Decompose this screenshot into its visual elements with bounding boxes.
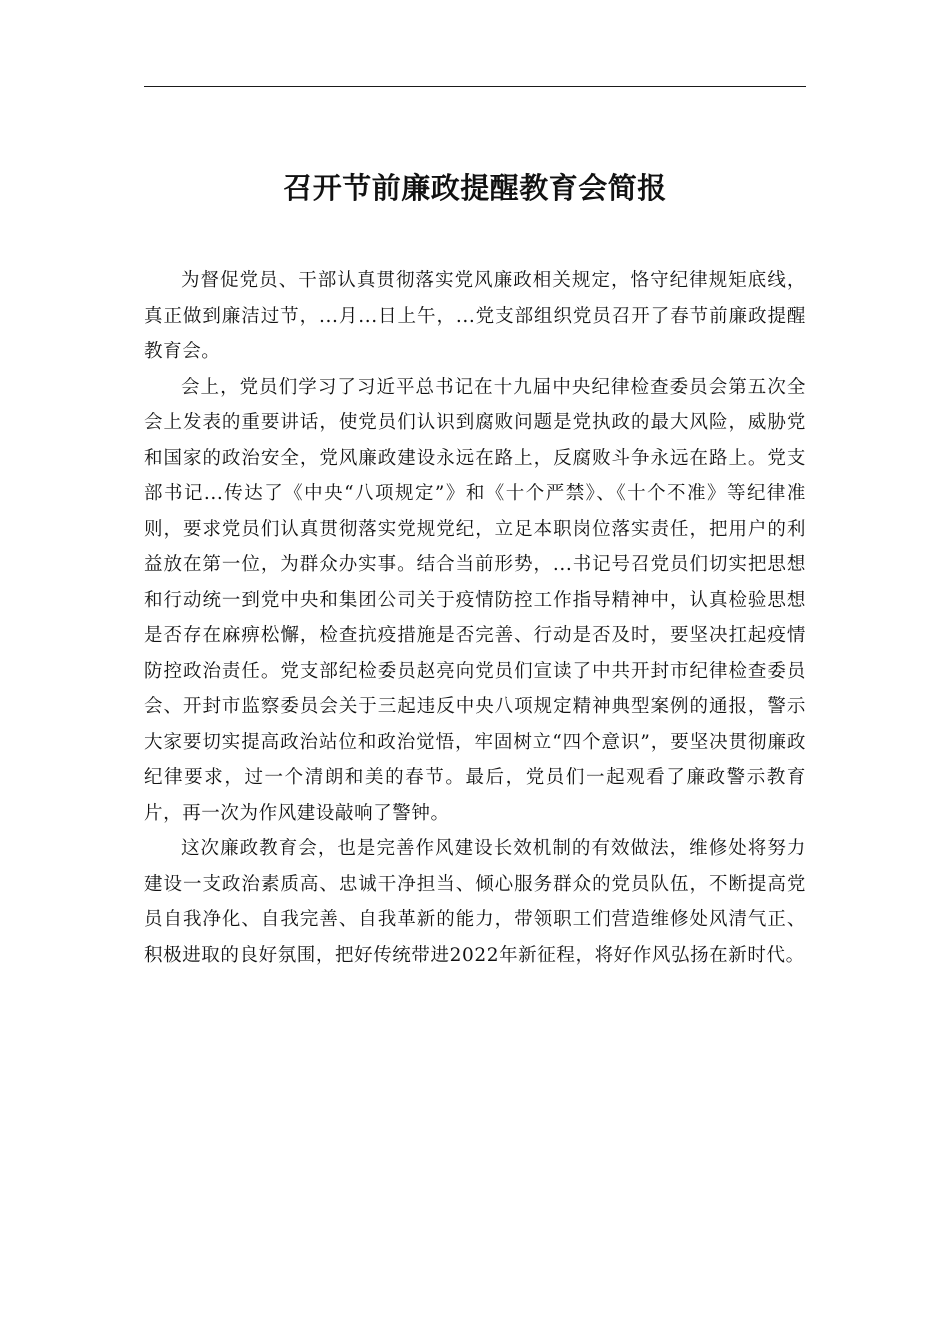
document-title: 召开节前廉政提醒教育会简报 [283,171,667,205]
document-body [144,263,806,973]
header-rule [144,86,806,87]
paragraph-intro: 为督促党员、干部认真贯彻落实党风廉政相关规定，恪守纪律规矩底线，真正做到廉洁过节，...月...日上午，...党支部组织党员召开了春节前廉政提醒教育会。 [144,270,806,362]
paragraph-conclusion: 这次廉政教育会，也是完善作风建设长效机制的有效做法，维修处将努力建设一支政治素质高、忠诚干净担当、倾心服务群众的党员队伍，不断提高党员自我净化、自我完善、自我革新的能力，带领职工们营造维修处风清气正、积极进取的良好氛围，把好传统带进2022年新征程，将好作风弘扬在新时代。 [144,838,806,966]
paragraph-meeting-content: 会上，党员们学习了习近平总书记在十九届中央纪律检查委员会第五次全会上发表的重要讲话，使党员们认识到腐败问题是党执政的最大风险，威胁党和国家的政治安全，党风廉政建设永远在路上，反腐败斗争永远在路上。党支部书记...传达了《中央“八项规定”》和《十个严禁》、《十个不准》等纪律准则，要求党员们认真贯彻落实党规党纪，立足本职岗位落实责任，把用户的利益放在第一位，为群众办实事。结合当前形势，...书记号召党员们切实把思想和行动统一到党中央和集团公司关于疫情防控工作指导精神中，认真检验思想是否存在麻痹松懈，检查抗疫措施是否完善、行动是否及时，要坚决扛起疫情防控政治责任。党支部纪检委员赵亮向党员们宣读了中共开封市纪律检查委员会、开封市监察委员会关于三起违反中央八项规定精神典型案例的通报，警示大家要切实提高政治站位和政治觉悟，牢固树立“四个意识”，要坚决贯彻廉政纪律要求，过一个清朗和美的春节。最后，党员们一起观看了廉政警示教育片，再一次为作风建设敲响了警钟。 [144,376,806,824]
